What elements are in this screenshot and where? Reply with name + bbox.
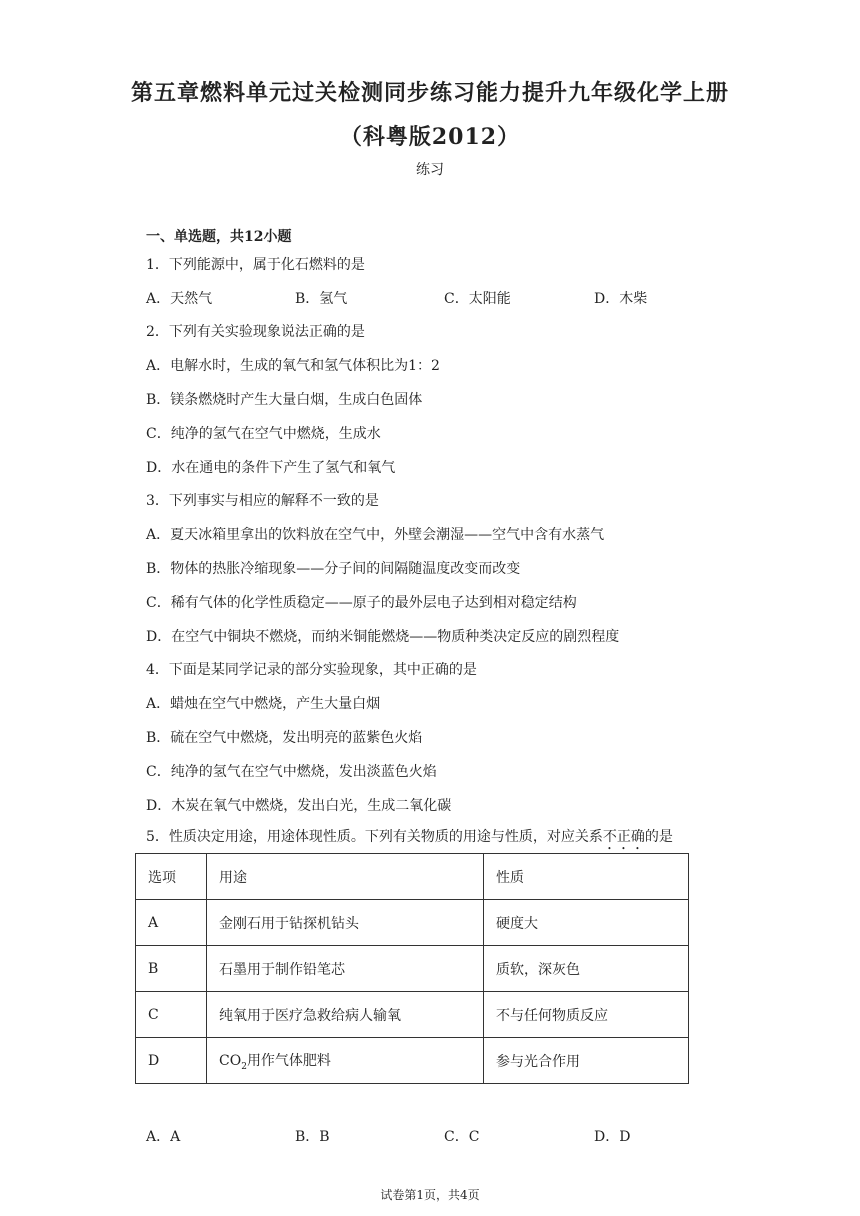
question-5-option-a: A．A	[146, 1129, 181, 1145]
question-4-option-d: D．木炭在氧气中燃烧，发出白光，生成二氧化碳	[146, 798, 452, 814]
table-cell-property: 参与光合作用	[484, 1038, 689, 1084]
page-title: 第五章燃料单元过关检测同步练习能力提升九年级化学上册	[130, 80, 729, 106]
page-subtitle: 练习	[416, 162, 444, 178]
question-2-option-a: A．电解水时，生成的氧气和氢气体积比为1：2	[146, 358, 440, 374]
question-4-option-a: A．蜡烛在空气中燃烧，产生大量白烟	[146, 696, 381, 712]
property-use-table	[135, 853, 689, 1084]
question-5-stem-emphasis: 不正确	[602, 829, 645, 845]
table-cell-option: A	[136, 900, 207, 946]
question-5-stem-prefix: 5．性质决定用途，用途体现性质。下列有关物质的用途与性质，对应关系	[146, 829, 603, 845]
question-1-option-b: B．氢气	[295, 291, 348, 307]
table-cell-option: C	[136, 992, 207, 1038]
question-4-option-b: B．硫在空气中燃烧，发出明亮的蓝紫色火焰	[146, 730, 423, 746]
question-1-stem: 1．下列能源中，属于化石燃料的是	[146, 257, 365, 273]
table-cell-option: D	[136, 1038, 207, 1084]
table-cell-property: 不与任何物质反应	[484, 992, 689, 1038]
table-cell-use	[207, 1038, 484, 1084]
table-cell-property: 质软，深灰色	[484, 946, 689, 992]
table-row	[136, 1038, 689, 1084]
section-heading: 一、单选题，共12小题	[146, 229, 292, 245]
question-5-option-d: D．D	[594, 1129, 631, 1145]
question-4-stem: 4．下面是某同学记录的部分实验现象，其中正确的是	[146, 662, 477, 678]
table-row	[136, 992, 689, 1038]
question-1-option-a: A．天然气	[146, 291, 213, 307]
table-header-option: 选项	[136, 854, 207, 900]
formula-subscript: 2	[241, 1061, 247, 1072]
question-1-option-c: C．太阳能	[444, 291, 511, 307]
question-5-stem	[146, 826, 673, 853]
question-2-option-c: C．纯净的氢气在空气中燃烧，生成水	[146, 426, 381, 442]
question-5-option-c: C．C	[444, 1129, 480, 1145]
table-cell-use-text: 用作气体肥料	[246, 1052, 331, 1069]
table-cell-use: 石墨用于制作铅笔芯	[207, 946, 484, 992]
question-3-option-b: B．物体的热胀冷缩现象——分子间的间隔随温度改变而改变	[146, 561, 521, 577]
question-3-option-d: D．在空气中铜块不燃烧，而纳米铜能燃烧——物质种类决定反应的剧烈程度	[146, 629, 620, 645]
question-3-option-c: C．稀有气体的化学性质稳定——原子的最外层电子达到相对稳定结构	[146, 595, 577, 611]
question-3-option-a: A．夏天冰箱里拿出的饮料放在空气中，外壁会潮湿——空气中含有水蒸气	[146, 527, 605, 543]
table-cell-use: 金刚石用于钻探机钻头	[207, 900, 484, 946]
table-header-row	[136, 854, 689, 900]
question-2-option-d: D．水在通电的条件下产生了氢气和氧气	[146, 460, 396, 476]
table-cell-property: 硬度大	[484, 900, 689, 946]
question-3-stem: 3．下列事实与相应的解释不一致的是	[146, 493, 379, 509]
question-5-stem-suffix: 的是	[644, 829, 673, 845]
chemical-formula: CO	[219, 1052, 242, 1069]
table-cell-option: B	[136, 946, 207, 992]
table-cell-use: 纯氧用于医疗急救给病人输氧	[207, 992, 484, 1038]
table-header-use: 用途	[207, 854, 484, 900]
table-row	[136, 946, 689, 992]
question-1-option-d: D．木柴	[594, 291, 648, 307]
question-4-option-c: C．纯净的氢气在空气中燃烧，发出淡蓝色火焰	[146, 764, 437, 780]
page-title-edition: （科粤版2012）	[339, 124, 521, 150]
question-2-option-b: B．镁条燃烧时产生大量白烟，生成白色固体	[146, 392, 423, 408]
table-header-property: 性质	[484, 854, 689, 900]
page-footer: 试卷第1页，共4页	[380, 1188, 480, 1202]
question-2-stem: 2．下列有关实验现象说法正确的是	[146, 324, 365, 340]
table-row	[136, 900, 689, 946]
question-5-option-b: B．B	[295, 1129, 330, 1145]
